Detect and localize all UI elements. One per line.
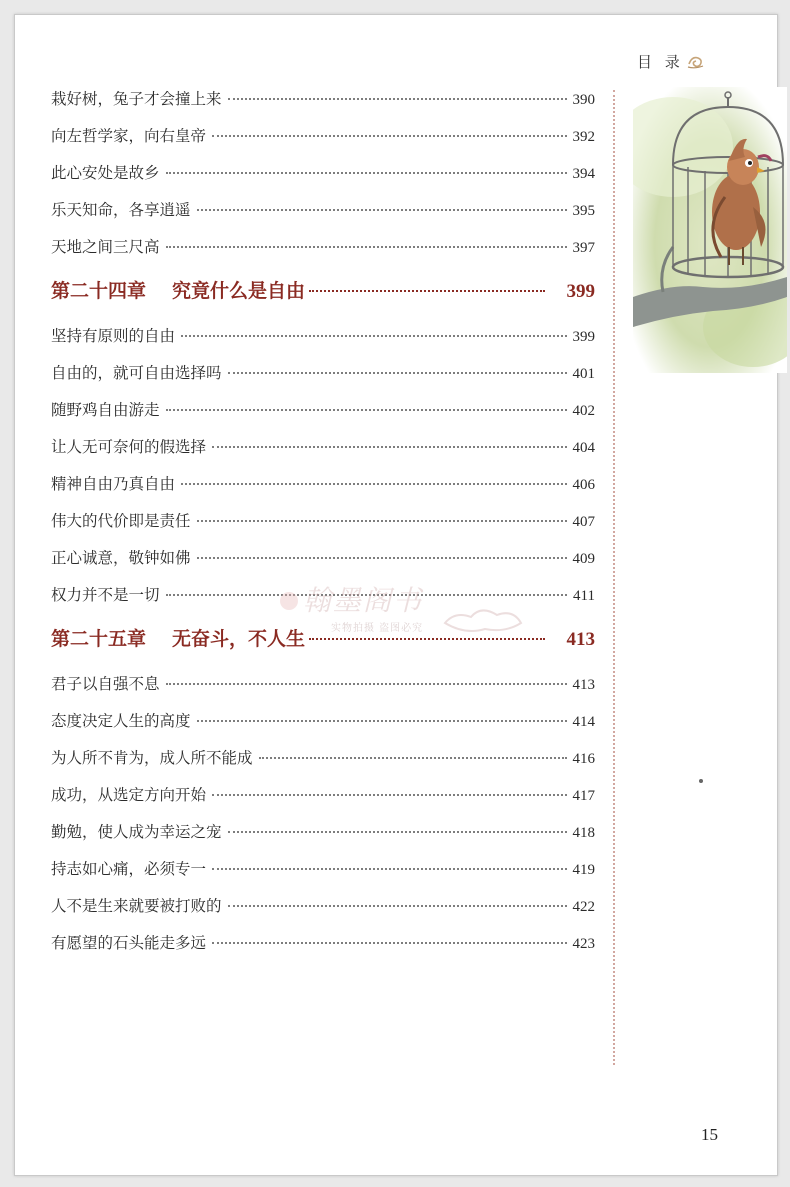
toc-entry-page: 395 [572,203,595,219]
toc-entry-title: 自由的，就可自由选择吗 [51,364,222,382]
toc-entry[interactable] [51,509,595,546]
toc-entry-title: 伟大的代价即是责任 [51,512,191,530]
toc-entry[interactable] [51,235,595,272]
dot-leader [212,941,566,944]
running-header [637,51,706,72]
toc-entry-page: 414 [572,714,595,730]
swirl-ornament-icon [686,54,706,70]
dot-leader [197,208,567,211]
toc-entry[interactable] [51,672,595,709]
paper-speck [699,779,703,783]
toc-entry[interactable] [51,124,595,161]
toc-entry-page: 390 [572,92,595,108]
dot-leader [166,171,567,174]
toc-entry-page: 417 [572,788,595,804]
toc-entry-title: 人不是生来就要被打败的 [51,897,222,915]
dot-leader [228,904,567,907]
dot-leader [212,134,566,137]
toc-entry-title: 乐天知命，各享逍遥 [51,201,191,219]
toc-entry[interactable] [51,783,595,820]
toc-entry-title: 持志如心痛，必须专一 [51,860,207,878]
chapter-title: 无奋斗，不人生 [172,628,306,650]
toc-entry-page: 407 [572,514,595,530]
dot-leader [197,556,567,559]
toc-entry[interactable] [51,435,595,472]
dot-leader [212,445,566,448]
dot-leader [181,482,566,485]
toc-entry-title: 精神自由乃真自由 [51,475,176,493]
page-number: 15 [701,1125,718,1144]
running-header-label: 目 录 [637,53,684,71]
toc-entry[interactable] [51,472,595,509]
toc-entry[interactable] [51,161,595,198]
toc-entry-page: 413 [572,677,595,693]
toc-entry-title: 为人所不肯为，成人所不能成 [51,749,253,767]
entry-list [51,87,595,272]
toc-entry-page: 422 [572,899,595,915]
toc-entry[interactable] [51,198,595,235]
toc-entry-page: 406 [572,477,595,493]
toc-entry-title: 随野鸡自由游走 [51,401,160,419]
watermark-text: 翰墨阁书 [303,584,424,617]
toc-entry[interactable] [51,398,595,435]
toc-entry-page: 404 [572,440,595,456]
toc-entry[interactable] [51,746,595,783]
toc-entry-page: 411 [573,588,595,604]
toc-entry-page: 409 [572,551,595,567]
chapter-title: 究竟什么是自由 [172,280,306,302]
toc-entry[interactable] [51,324,595,361]
watermark [275,575,555,645]
toc-entry-title: 正心诚意，敬钟如佛 [51,549,191,567]
toc-entry-title: 栽好树，兔子才会撞上来 [51,90,222,108]
toc-entry-title: 权力并不是一切 [51,586,160,604]
toc-entry-page: 416 [572,751,595,767]
toc-entry-title: 勤勉，使人成为幸运之宠 [51,823,222,841]
book-page [14,14,778,1176]
corner-curl-bottom-right [717,1115,777,1175]
dot-leader [212,793,566,796]
toc-entry-title: 坚持有原则的自由 [51,327,176,345]
toc-entry-title: 向左哲学家，向右皇帝 [51,127,207,145]
toc-entry-title: 态度决定人生的高度 [51,712,191,730]
entry-list [51,672,595,968]
toc-entry-title: 天地之间三尺高 [51,238,160,256]
toc-entry-title: 君子以自强不息 [51,675,160,693]
dot-leader [166,245,567,248]
toc-entry-title: 让人无可奈何的假选择 [51,438,207,456]
toc-entry[interactable] [51,361,595,398]
toc-entry-page: 419 [572,862,595,878]
dot-leader [197,719,567,722]
toc-entry-page: 401 [572,366,595,382]
toc-entry-page: 392 [572,129,595,145]
dot-leader [228,371,567,374]
column-divider [613,90,615,1065]
corner-curl-top-left [15,15,75,75]
dot-leader [228,830,567,833]
chapter-number: 第二十五章 [51,628,147,650]
toc-entry[interactable] [51,931,595,968]
chapter-number: 第二十四章 [51,280,147,302]
toc-entry-page: 402 [572,403,595,419]
chapter-heading-24[interactable] [51,276,595,324]
toc-entry-title: 成功，从选定方向开始 [51,786,207,804]
dot-leader [212,867,566,870]
dot-leader [197,519,567,522]
toc-entry-page: 399 [572,329,595,345]
dot-leader [166,682,567,685]
toc-entry[interactable] [51,87,595,124]
bird-in-cage-icon [633,87,787,373]
toc-entry[interactable] [51,894,595,931]
toc-entry-title: 有愿望的石头能走多远 [51,934,207,952]
dot-leader [259,756,567,759]
watermark-subtext: 实物拍摄 盗图必究 [331,623,424,634]
dot-leader [181,334,566,337]
chapter-page-number: 413 [566,629,595,650]
toc-entry-title: 此心安处是故乡 [51,164,160,182]
chapter-page-number: 399 [566,281,595,302]
toc-entry[interactable] [51,857,595,894]
dot-leader [228,97,567,100]
toc-entry-page: 418 [572,825,595,841]
toc-entry-page: 423 [572,936,595,952]
dot-leader [309,289,544,292]
toc-entry-page: 397 [572,240,595,256]
dot-leader [166,408,567,411]
table-of-contents [51,87,595,968]
toc-entry[interactable] [51,709,595,746]
toc-entry[interactable] [51,820,595,857]
toc-entry-page: 394 [572,166,595,182]
